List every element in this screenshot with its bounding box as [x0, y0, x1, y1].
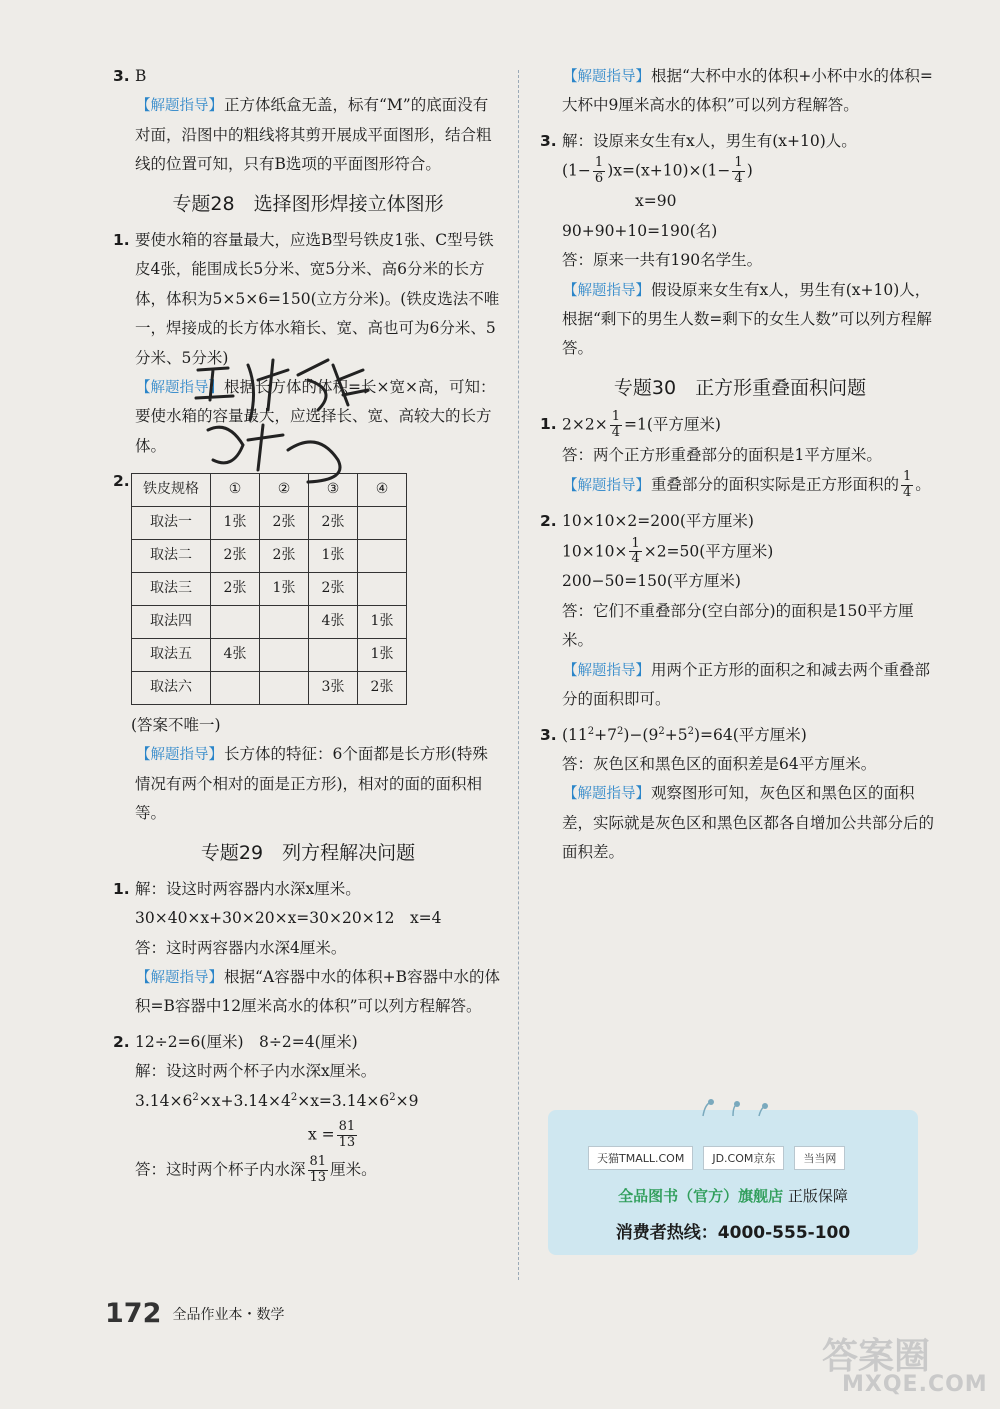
table-cell	[358, 572, 407, 605]
page-number: 172	[105, 1298, 162, 1329]
fraction: $\frac{81}{13}$	[309, 1154, 327, 1185]
guide-tag: 【解题指导】	[563, 662, 650, 679]
answer: 答：灰色区和黑色区的面积差是64平方厘米。	[562, 755, 877, 774]
handwriting-scribble	[188, 350, 378, 490]
question: 3. B	[113, 67, 147, 85]
table-cell: 2张	[358, 671, 407, 704]
watermark-url: MXQE.COM	[842, 1372, 988, 1397]
fraction: $\frac{1}{4}$	[611, 408, 620, 440]
equation: (1− $\frac{1}{6}$ )x=(x+10)×(1− $\frac{1}{4}$ )	[562, 155, 753, 187]
table-cell	[260, 671, 309, 704]
equation: 10×10× $\frac{1}{4}$ ×2=50(平方厘米)	[562, 535, 774, 567]
table-cell	[358, 539, 407, 572]
solution-guide: 【解题指导】观察图形可知，灰色区和黑色区的面积差，实际就是灰色区和黑色区都各自增加公共部分后的面积差。	[562, 784, 935, 862]
solution-guide: 【解题指导】正方体纸盒无盖，标有“M”的底面没有对面，沿图中的粗线将其剪开展成平面图形，结合粗线的位置可知，只有B选项的平面图形符合。	[135, 96, 492, 174]
table-cell: 1张	[260, 572, 309, 605]
solution-guide: 【解题指导】根据“A容器中水的体积+B容器中水的体积=B容器中12厘米高水的体积”可以列方程解答。	[135, 967, 500, 1016]
table-row	[132, 506, 407, 539]
tmall-logo: 天猫TMALL.COM	[588, 1146, 693, 1170]
store-banner	[548, 1110, 918, 1255]
answer: 答：这时两个杯子内水深 $\frac{81}{13}$ 厘米。	[135, 1154, 377, 1185]
page-footer	[105, 1298, 284, 1329]
table-cell: 4张	[211, 638, 260, 671]
jd-logo: JD.COM京东	[703, 1146, 784, 1170]
left-column	[113, 62, 503, 1186]
question: 3. 解：设原来女生有x人，男生有(x+10)人。	[540, 131, 857, 150]
table-header-cell: ④	[358, 473, 407, 506]
answer: 答：这时两容器内水深4厘米。	[135, 938, 347, 957]
note: (答案不唯一)	[131, 715, 221, 734]
table-cell: 4张	[309, 605, 358, 638]
question: 1. 解：设这时两容器内水深x厘米。	[113, 879, 361, 898]
table-cell: 1张	[309, 539, 358, 572]
book-title: 全品作业本・数学	[172, 1306, 285, 1323]
table-header-cell: ③	[309, 473, 358, 506]
solution-guide: 【解题指导】根据长方体的体积=长×宽×高，可知：要使水箱的容量最大，应选择长、宽、高较大的长方体。	[135, 378, 496, 455]
sheet-table	[131, 473, 407, 705]
guide-tag: 【解题指导】	[136, 98, 223, 115]
table-cell: 2张	[211, 572, 260, 605]
section-title: 专题30 正方形重叠面积问题	[613, 376, 867, 399]
table-cell: 2张	[309, 506, 358, 539]
table-cell: 1张	[358, 638, 407, 671]
table-cell: 取法四	[132, 605, 211, 638]
table-cell: 2张	[260, 539, 309, 572]
question: 1. 要使水箱的容量最大，应选B型号铁皮1张、C型号铁皮4张，能围成长5分米、宽5分米、高6分米的长方体，体积为5×5×6=150(立方分米)。(铁皮选法不唯一，焊接成的长方体水箱长、宽、高也可为6分米、5分米、5分米)	[113, 230, 500, 367]
guide-tag: 【解题指导】	[563, 786, 650, 803]
guide-tag: 【解题指导】	[563, 69, 650, 85]
question: 2. 10×10×2=200(平方厘米)	[540, 512, 754, 531]
guide-tag: 【解题指导】	[136, 380, 223, 397]
hotline: 消费者热线：4000-555-100	[615, 1223, 851, 1243]
solution-guide: 【解题指导】假设原来女生有x人，男生有(x+10)人，根据“剩下的男生人数=剩下的女生人数”可以列方程解答。	[562, 280, 932, 358]
solution-guide: 【解题指导】根据“大杯中水的体积+小杯中水的体积=大杯中9厘米高水的体积”可以列方程解答。	[562, 67, 933, 115]
sprout-icon	[693, 1096, 773, 1118]
guide-tag: 【解题指导】	[563, 282, 650, 299]
fraction: $\frac{81}{13}$	[338, 1119, 356, 1151]
right-column	[540, 62, 940, 868]
question: 1. 2×2× $\frac{1}{4}$ =1(平方厘米)	[540, 408, 721, 440]
solution-guide: 【解题指导】用两个正方形的面积之和减去两个重叠部分的面积即可。	[562, 660, 931, 709]
table-cell	[211, 671, 260, 704]
section-title: 专题29 列方程解决问题	[200, 841, 416, 864]
table-cell: 1张	[211, 506, 260, 539]
section-title: 专题28 选择图形焊接立体图形	[172, 192, 444, 215]
table-row	[132, 539, 407, 572]
table-row	[132, 605, 407, 638]
guide-tag: 【解题指导】	[136, 747, 223, 764]
table-cell	[260, 605, 309, 638]
guide-tag: 【解题指导】	[136, 969, 223, 986]
question: 3. $(11^2+7^2)-(9^2+5^2)=64$(平方厘米)	[540, 725, 807, 744]
equation: x = $\frac{81}{13}$	[308, 1119, 356, 1151]
table-row	[132, 638, 407, 671]
table-cell: 取法五	[132, 638, 211, 671]
table-cell: 3张	[309, 671, 358, 704]
equation: $3.14\times 6^2\times x+3.14\times 4^2\times x=3.14\times 6^2\times 9$	[135, 1091, 419, 1110]
solution-guide: 【解题指导】长方体的特征：6个面都是长方形(特殊情况有两个相对的面是正方形)，相对的面的面积相等。	[135, 745, 488, 823]
table-header-cell: ②	[260, 473, 309, 506]
watermark-logo: 答案圈	[822, 1336, 931, 1377]
equation: 200−50=150(平方厘米)	[562, 572, 741, 591]
table-cell	[309, 638, 358, 671]
equation: 90+90+10=190(名)	[562, 221, 718, 240]
table-row	[132, 671, 407, 704]
dangdang-logo: 当当网	[794, 1146, 845, 1170]
table-cell: 取法二	[132, 539, 211, 572]
fraction: $\frac{1}{4}$	[631, 535, 640, 567]
answer: 答：两个正方形重叠部分的面积是1平方厘米。	[562, 445, 882, 464]
table-header-cell: 铁皮规格	[132, 473, 211, 506]
column-divider	[518, 70, 519, 1280]
table-cell: 2张	[309, 572, 358, 605]
solution-guide: 【解题指导】重叠部分的面积实际是正方形面积的 $\frac{1}{4}$ 。	[563, 469, 931, 501]
table-cell: 1张	[358, 605, 407, 638]
guide-tag: 【解题指导】	[563, 477, 650, 494]
equation: x=90	[635, 192, 677, 211]
table-cell: 取法一	[132, 506, 211, 539]
table-cell: 2张	[211, 539, 260, 572]
table-header-cell: ①	[211, 473, 260, 506]
table-cell	[358, 506, 407, 539]
solution-line: 解：设这时两个杯子内水深x厘米。	[135, 1062, 377, 1081]
answer: 答：原来一共有190名学生。	[562, 251, 763, 270]
table-cell	[211, 605, 260, 638]
question: 2.	[113, 472, 130, 491]
fraction: $\frac{1}{6}$	[594, 155, 604, 187]
store-logos	[588, 1146, 845, 1170]
answer: 答：它们不重叠部分(空白部分)的面积是150平方厘米。	[562, 601, 914, 650]
question: 2. 12÷2=6(厘米) 8÷2=4(厘米)	[113, 1032, 358, 1051]
equation: 30×40×x+30×20×x=30×20×12 x=4	[135, 909, 442, 928]
table-cell	[260, 638, 309, 671]
shop-line: 全品图书（官方）旗舰店 正版保障	[618, 1187, 848, 1205]
table-cell: 取法三	[132, 572, 211, 605]
table-cell: 2张	[260, 506, 309, 539]
table-cell: 取法六	[132, 671, 211, 704]
fraction: $\frac{1}{4}$	[734, 155, 743, 187]
table-row	[132, 572, 407, 605]
fraction: $\frac{1}{4}$	[903, 469, 912, 501]
